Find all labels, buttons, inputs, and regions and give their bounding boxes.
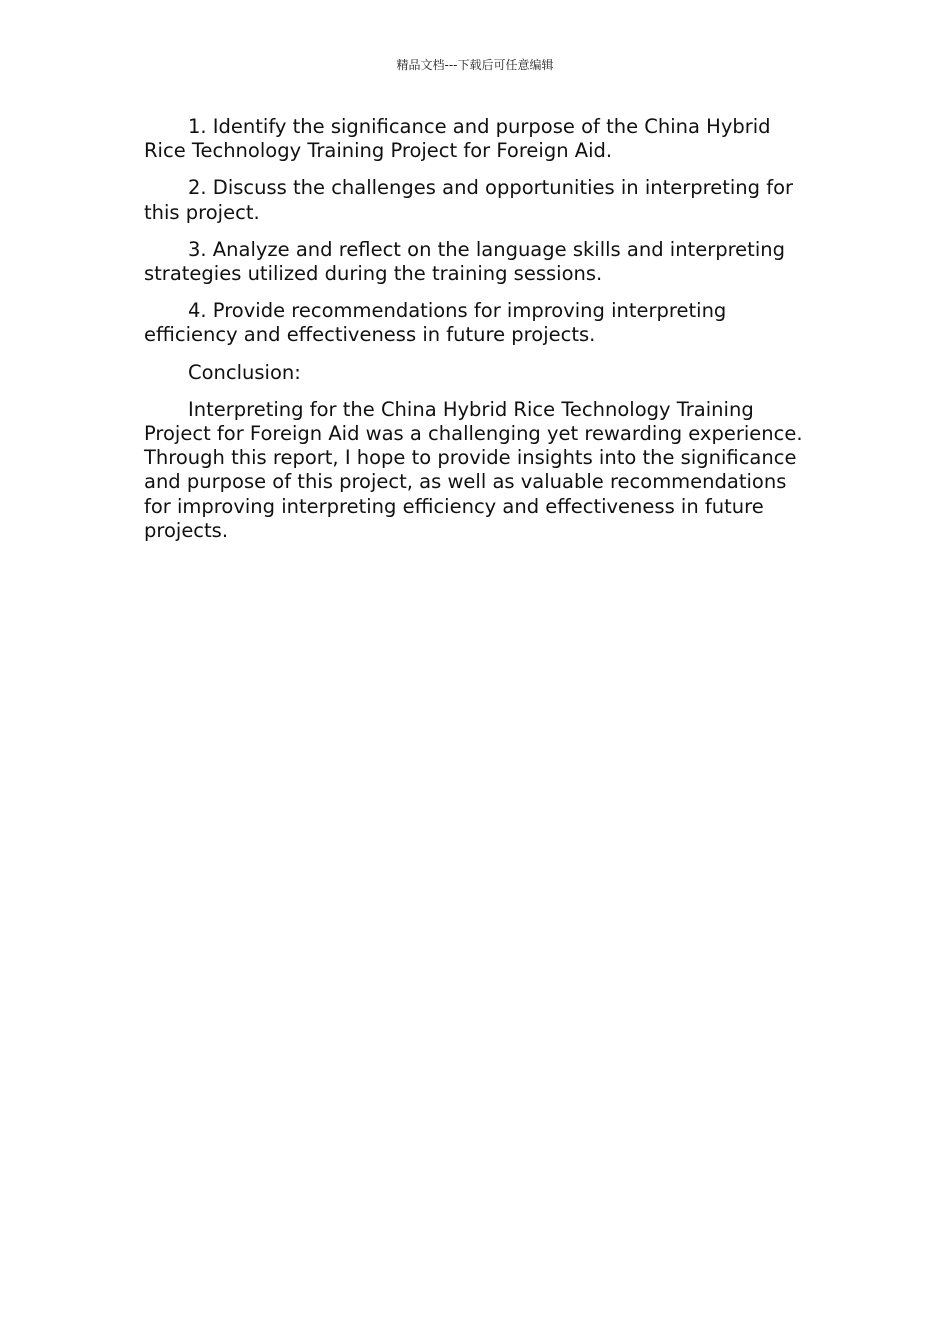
list-item-1: 1. Identify the significance and purpose of the China Hybrid Rice Technology Training Project for Foreign Aid. [144, 115, 771, 163]
page-header: 精品文档---下载后可任意编辑 [396, 58, 554, 72]
conclusion-heading: Conclusion: [188, 360, 301, 384]
list-item-3: 3. Analyze and reflect on the language skills and interpreting strategies utilized during the training sessions. [144, 237, 785, 286]
list-item-4: 4. Provide recommendations for improving interpreting efficiency and effectiveness in future projects. [144, 299, 727, 347]
conclusion-paragraph: Interpreting for the China Hybrid Rice Technology Training Project for Foreign Aid was a challenging yet rewarding experience. Through this report, I hope to provide insights into the significance and purpose of this project, as well as valuable recommendations for improving interpreting efficiency and effectiveness in future projects. [144, 397, 803, 542]
document-body [144, 115, 812, 556]
list-item-2: 2. Discuss the challenges and opportunities in interpreting for this project. [144, 176, 794, 224]
